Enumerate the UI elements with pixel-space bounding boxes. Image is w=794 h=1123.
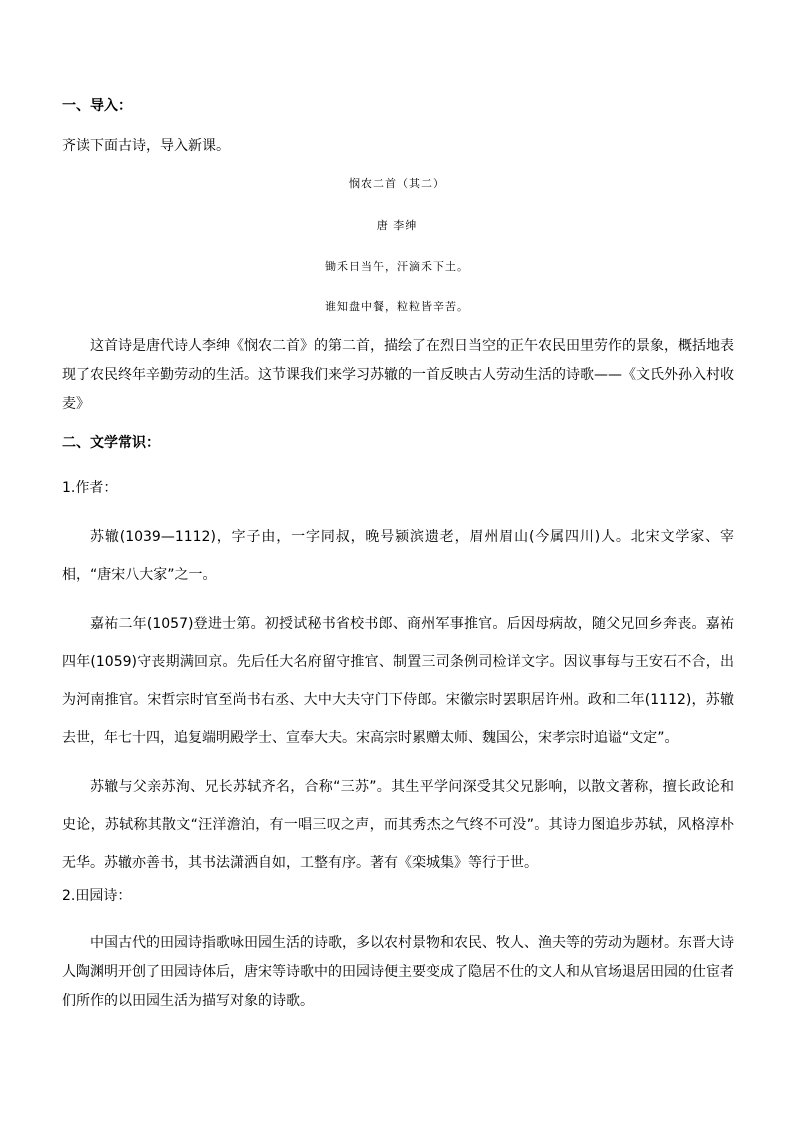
- poem-line-2: 谁知盘中餐，粒粒皆辛苦。: [325, 300, 469, 313]
- poem-line-1: 锄禾日当午，汗滴禾下土。: [325, 260, 469, 273]
- section-heading-intro: 一、导入：: [62, 98, 132, 114]
- subheading-author: 1.作者：: [62, 480, 118, 496]
- poem-author: 唐 李绅: [376, 219, 418, 232]
- author-paragraph-1: 苏辙(1039—1112)，字子由，一字同叔，晚号颍滨遗老，眉州眉山(今属四川)人。北宋文学家、宰相，“唐宋八大家”之一。: [62, 529, 734, 583]
- subheading-pastoral-poetry: 2.田园诗：: [62, 888, 132, 904]
- intro-instruction: 齐读下面古诗，导入新课。: [62, 138, 230, 154]
- author-paragraph-2: 嘉祐二年(1057)登进士第。初授试秘书省校书郎、商州军事推官。后因母病故，随父兄回乡奔丧。嘉祐四年(1059)守丧期满回京。先后任大名府留守推官、制置三司条例司检详文字。因议事每与王安石不合，出为河南推官。宋哲宗时官至尚书右丞、大中大夫守门下侍郎。宋徽宗时罢职居许州。政和二年(1112)，苏辙去世，年七十四，追复端明殿学士、宣奉大夫。宋高宗时累赠太师、魏国公，宋孝宗时追谥“文定”。: [62, 616, 734, 746]
- intro-paragraph: 这首诗是唐代诗人李绅《悯农二首》的第二首，描绘了在烈日当空的正午农民田里劳作的景象，概括地表现了农民终年辛勤劳动的生活。这节课我们来学习苏辙的一首反映古人劳动生活的诗歌——《文氏外孙入村收麦》: [62, 338, 734, 412]
- poem-title: 悯农二首（其二）: [349, 177, 445, 190]
- pastoral-paragraph: 中国古代的田园诗指歌咏田园生活的诗歌，多以农村景物和农民、牧人、渔夫等的劳动为题材。东晋大诗人陶渊明开创了田园诗体后，唐宋等诗歌中的田园诗便主要变成了隐居不仕的文人和从官场退居田园的仕宦者们所作的以田园生活为描写对象的诗歌。: [62, 935, 734, 1009]
- author-paragraph-3: 苏辙与父亲苏洵、兄长苏轼齐名，合称“三苏”。其生平学问深受其父兄影响，以散文著称，擅长政论和史论，苏轼称其散文“汪洋澹泊，有一唱三叹之声，而其秀杰之气终不可没”。其诗力图追步苏轼，风格淳朴无华。苏辙亦善书，其书法潇洒自如，工整有序。著有《栾城集》等行于世。: [62, 779, 734, 871]
- section-heading-literary-knowledge: 二、文学常识：: [62, 435, 160, 451]
